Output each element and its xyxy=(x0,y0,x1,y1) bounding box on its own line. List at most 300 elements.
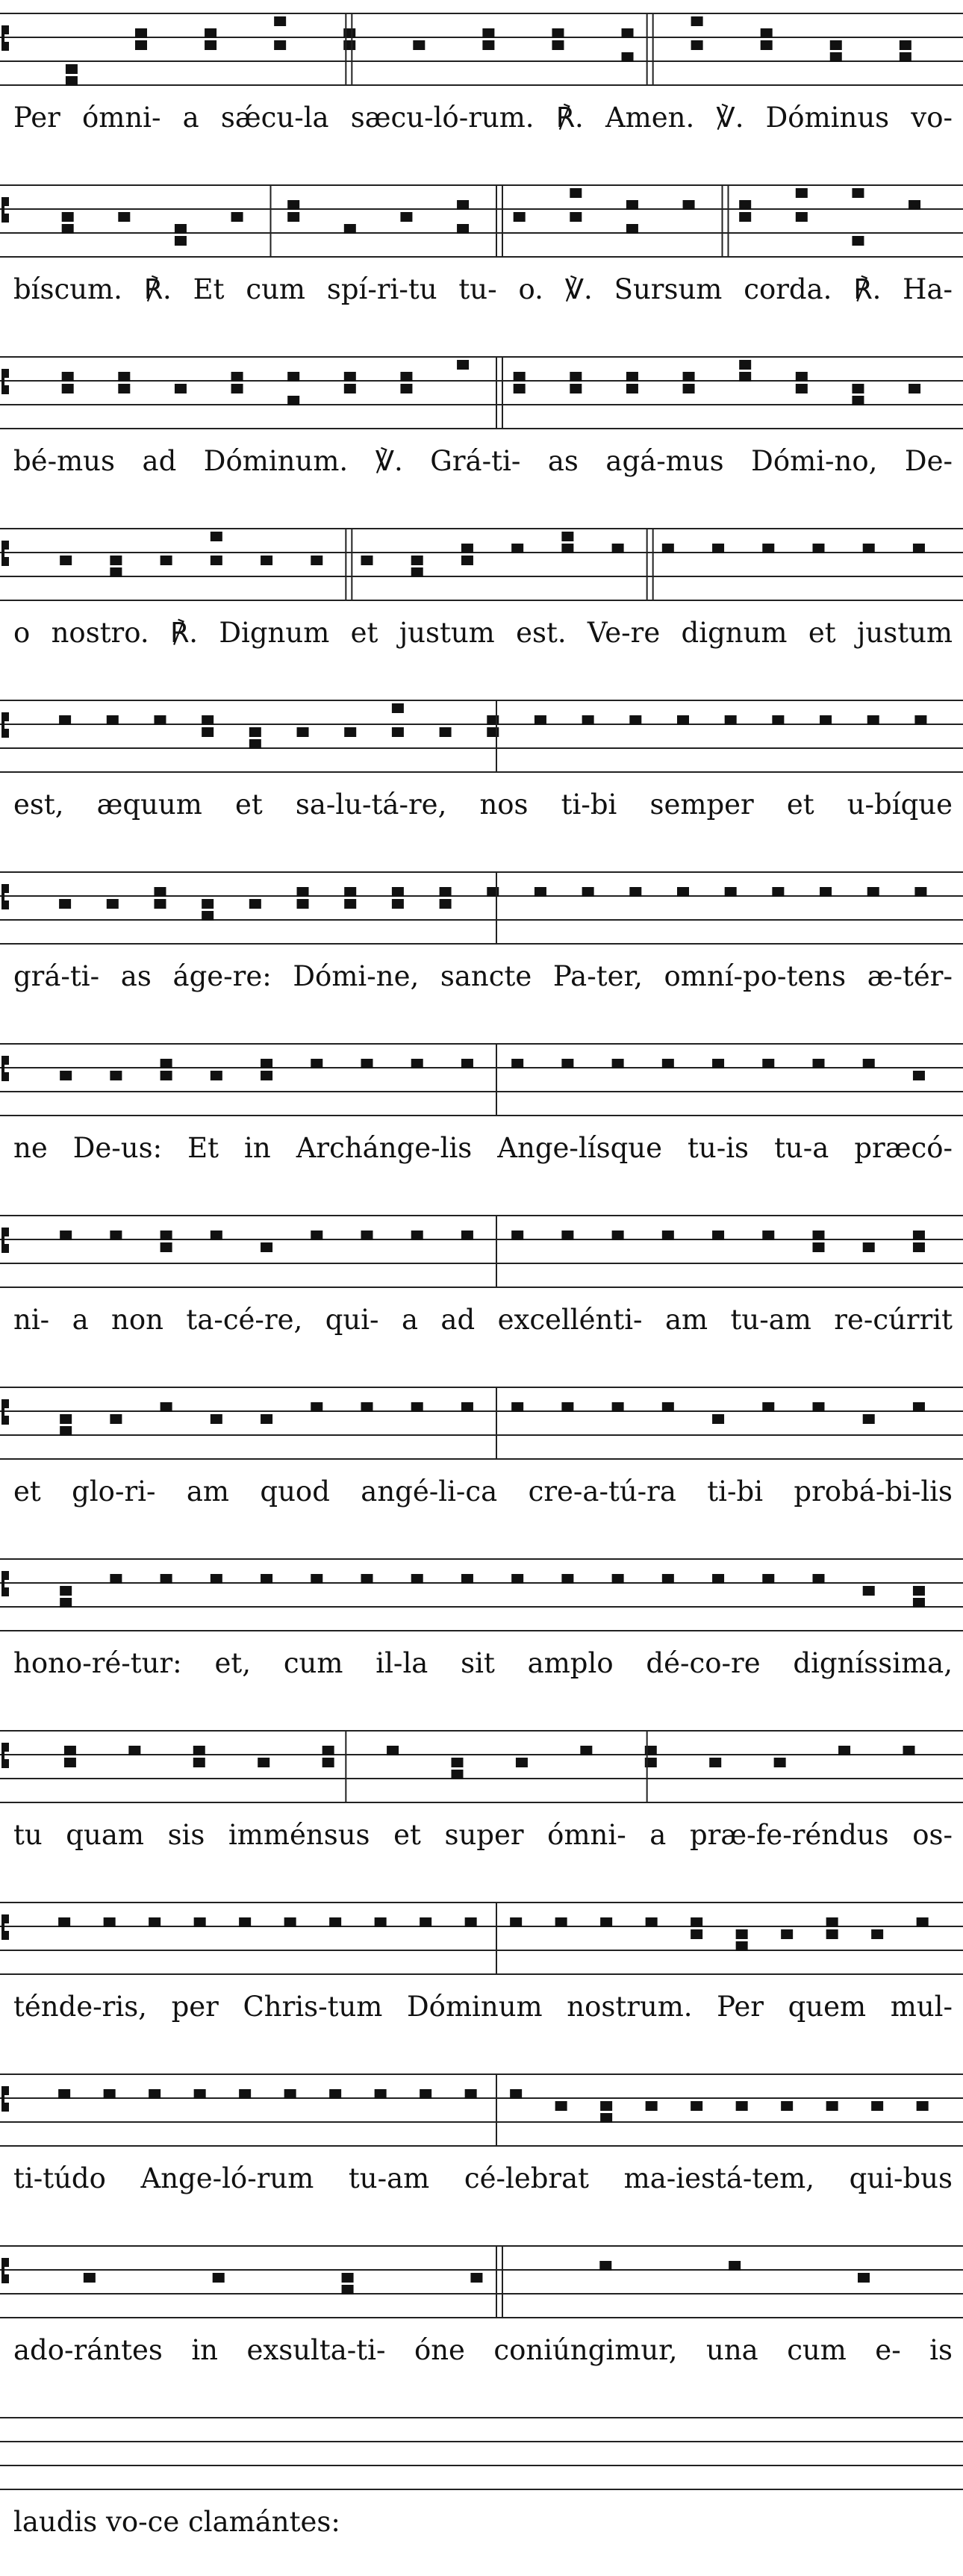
neume-note xyxy=(287,372,299,382)
neume-note xyxy=(781,2101,793,2111)
neume-note xyxy=(400,384,412,393)
neume-note xyxy=(629,715,641,725)
neume-note xyxy=(691,16,703,26)
neume-note xyxy=(582,887,594,897)
neume-note xyxy=(440,887,452,897)
neume-note xyxy=(231,384,243,393)
neume-note xyxy=(361,556,373,565)
neume-note xyxy=(612,1231,624,1240)
staff xyxy=(0,172,963,261)
neume-note xyxy=(322,1746,334,1755)
neume-note xyxy=(411,1059,423,1068)
neume-note xyxy=(284,2089,296,2099)
neume-note xyxy=(535,715,546,725)
neume-note xyxy=(852,236,864,246)
neume-note xyxy=(118,372,130,382)
neume-note xyxy=(211,556,222,565)
neume-note xyxy=(400,372,412,382)
neume-note xyxy=(813,1231,825,1240)
neume-note xyxy=(193,1746,205,1755)
neume-note xyxy=(361,1574,373,1584)
neume-note xyxy=(160,1071,172,1080)
neume-note xyxy=(344,899,356,909)
neume-note xyxy=(311,1059,322,1068)
neume-note xyxy=(297,727,309,737)
neume-note xyxy=(691,2101,702,2111)
neume-note xyxy=(420,2089,431,2099)
neume-note xyxy=(736,1941,748,1951)
lyric-line: ni- a non ta-cé-re, qui- a ad excellénti- am tu-am re-cúrrit xyxy=(13,1304,953,1336)
neume-note xyxy=(62,212,74,222)
neume-note xyxy=(457,224,469,234)
neume-note xyxy=(582,715,594,725)
neume-note xyxy=(712,544,724,553)
neume-note xyxy=(909,384,920,393)
neume-note xyxy=(202,899,214,909)
neume-note xyxy=(118,212,130,222)
neume-note xyxy=(813,1242,825,1252)
neume-note xyxy=(511,1231,523,1240)
neume-note xyxy=(561,1059,573,1068)
neume-note xyxy=(762,544,774,553)
neume-note xyxy=(796,212,808,222)
staff xyxy=(0,687,963,777)
chant-system xyxy=(0,515,963,687)
neume-note xyxy=(249,899,261,909)
neume-note xyxy=(858,2273,870,2283)
neume-note xyxy=(612,1574,624,1584)
neume-note xyxy=(202,727,214,737)
neume-note xyxy=(211,532,222,541)
neume-note xyxy=(762,1574,774,1584)
neume-note xyxy=(64,1758,76,1767)
neume-note xyxy=(287,212,299,222)
neume-note xyxy=(239,2089,251,2099)
neume-note xyxy=(813,1402,825,1412)
neume-note xyxy=(104,1917,116,1927)
neume-note xyxy=(570,372,582,382)
neume-note xyxy=(772,715,784,725)
neume-note xyxy=(662,544,674,553)
neume-note xyxy=(160,1231,172,1240)
neume-note xyxy=(852,188,864,198)
neume-note xyxy=(202,715,214,725)
neume-note xyxy=(461,556,473,565)
neume-note xyxy=(709,1758,721,1767)
neume-note xyxy=(104,2089,116,2099)
neume-note xyxy=(274,16,286,26)
staff xyxy=(0,2061,963,2150)
neume-note xyxy=(110,567,122,577)
neume-note xyxy=(361,1402,373,1412)
neume-note xyxy=(863,1059,875,1068)
neume-note xyxy=(482,40,494,50)
neume-note xyxy=(570,384,582,393)
neume-note xyxy=(796,372,808,382)
neume-note xyxy=(461,1574,473,1584)
neume-note xyxy=(107,899,119,909)
neume-note xyxy=(600,1917,612,1927)
neume-note xyxy=(913,1586,925,1596)
lyric-line: ténde-ris, per Chris-tum Dóminum nostrum. Per quem mul- xyxy=(13,1991,953,2023)
lyric-line: hono-ré-tur: et, cum il-la sit amplo dé-co-re digníssima, xyxy=(13,1647,953,1679)
neume-note xyxy=(852,396,864,405)
staff xyxy=(0,1374,963,1463)
neume-note xyxy=(344,224,356,234)
neume-note xyxy=(311,1231,322,1240)
chant-system xyxy=(0,1546,963,1717)
neume-note xyxy=(452,1770,464,1779)
staff xyxy=(0,859,963,948)
neume-note xyxy=(194,2089,206,2099)
neume-note xyxy=(160,1059,172,1068)
neume-note xyxy=(465,2089,477,2099)
neume-note xyxy=(761,28,773,38)
neume-note xyxy=(852,384,864,393)
neume-note xyxy=(261,1414,272,1424)
neume-note xyxy=(570,188,582,198)
neume-note xyxy=(297,887,309,897)
neume-note xyxy=(58,2089,70,2099)
neume-note xyxy=(175,236,187,246)
neume-note xyxy=(375,2089,387,2099)
neume-note xyxy=(662,1059,674,1068)
neume-note xyxy=(231,372,243,382)
staff xyxy=(0,0,963,90)
neume-note xyxy=(646,1917,658,1927)
neume-note xyxy=(555,2101,567,2111)
neume-note xyxy=(909,200,920,210)
neume-note xyxy=(342,2285,354,2295)
staff xyxy=(0,1546,963,1635)
neume-note xyxy=(411,556,423,565)
neume-note xyxy=(600,2101,612,2111)
neume-note xyxy=(205,40,216,50)
neume-note xyxy=(677,887,689,897)
neume-note xyxy=(511,1574,523,1584)
neume-note xyxy=(361,1231,373,1240)
neume-note xyxy=(600,2113,612,2123)
neume-note xyxy=(683,372,695,382)
neume-note xyxy=(796,384,808,393)
neume-note xyxy=(392,727,404,737)
neume-note xyxy=(626,224,638,234)
neume-note xyxy=(511,544,523,553)
neume-note xyxy=(871,1929,883,1939)
chant-system xyxy=(0,859,963,1030)
neume-note xyxy=(612,1059,624,1068)
neume-note xyxy=(387,1746,399,1755)
neume-note xyxy=(612,1402,624,1412)
neume-note xyxy=(626,372,638,382)
neume-note xyxy=(107,715,119,725)
neume-note xyxy=(900,40,911,50)
neume-note xyxy=(175,384,187,393)
neume-note xyxy=(820,715,832,725)
chant-system xyxy=(0,1717,963,1889)
neume-note xyxy=(311,556,322,565)
neume-note xyxy=(813,1059,825,1068)
neume-note xyxy=(175,224,187,234)
neume-note xyxy=(62,224,74,234)
neume-note xyxy=(561,1231,573,1240)
neume-note xyxy=(392,899,404,909)
neume-note xyxy=(712,1574,724,1584)
neume-note xyxy=(261,1071,272,1080)
neume-note xyxy=(287,200,299,210)
lyric-line: Per ómni- a sǽcu-la sæcu-ló-rum. ℟. Amen. ℣. Dóminus vo- xyxy=(13,102,953,134)
lyric-line: et glo-ri- am quod angé-li-ca cre-a-tú-ra ti-bi probá-bi-lis xyxy=(13,1475,953,1508)
neume-note xyxy=(622,52,634,62)
neume-note xyxy=(249,739,261,749)
neume-note xyxy=(60,1414,72,1424)
neume-note xyxy=(683,384,695,393)
neume-note xyxy=(830,40,842,50)
neume-note xyxy=(863,1414,875,1424)
neume-note xyxy=(599,2261,611,2271)
neume-note xyxy=(863,544,875,553)
neume-note xyxy=(261,1574,272,1584)
neume-note xyxy=(461,1231,473,1240)
chant-system xyxy=(0,687,963,859)
neume-note xyxy=(202,911,214,921)
neume-note xyxy=(60,1586,72,1596)
neume-note xyxy=(781,1929,793,1939)
neume-note xyxy=(813,1574,825,1584)
neume-note xyxy=(913,544,925,553)
chant-system xyxy=(0,0,963,172)
neume-note xyxy=(66,64,78,74)
neume-note xyxy=(900,52,911,62)
neume-note xyxy=(297,899,309,909)
neume-note xyxy=(729,2261,741,2271)
neume-note xyxy=(725,887,737,897)
neume-note xyxy=(913,1071,925,1080)
neume-note xyxy=(375,1917,387,1927)
chant-system xyxy=(0,343,963,515)
neume-note xyxy=(110,1071,122,1080)
neume-note xyxy=(725,715,737,725)
chant-system xyxy=(0,1202,963,1374)
neume-note xyxy=(867,887,879,897)
lyric-line: bíscum. ℟. Et cum spí-ri-tu tu- o. ℣. Sursum corda. ℟. Ha- xyxy=(13,273,953,305)
neume-note xyxy=(646,2101,658,2111)
staff xyxy=(0,1202,963,1292)
neume-note xyxy=(60,1071,72,1080)
neume-note xyxy=(311,1402,322,1412)
staff xyxy=(0,343,963,433)
neume-note xyxy=(913,1598,925,1608)
neume-note xyxy=(287,396,299,405)
neume-note xyxy=(774,1758,786,1767)
neume-note xyxy=(739,372,751,382)
neume-note xyxy=(160,1242,172,1252)
neume-note xyxy=(552,28,564,38)
neume-note xyxy=(813,544,825,553)
neume-note xyxy=(626,200,638,210)
neume-note xyxy=(59,899,71,909)
neume-note xyxy=(322,1758,334,1767)
lyric-line: laudis vo-ce clamántes: xyxy=(13,2506,340,2538)
lyric-line: o nostro. ℟. Dignum et justum est. Ve-re dignum et justum xyxy=(13,617,953,649)
neume-note xyxy=(344,887,356,897)
neume-note xyxy=(154,715,166,725)
neume-note xyxy=(514,372,526,382)
neume-note xyxy=(342,2273,354,2283)
neume-note xyxy=(917,1917,929,1927)
neume-note xyxy=(712,1414,724,1424)
neume-note xyxy=(413,40,425,50)
neume-note xyxy=(914,715,926,725)
neume-note xyxy=(796,188,808,198)
neume-note xyxy=(903,1746,915,1755)
neume-note xyxy=(361,1059,373,1068)
neume-note xyxy=(470,2273,482,2283)
neume-note xyxy=(555,1917,567,1927)
neume-note xyxy=(561,1574,573,1584)
neume-note xyxy=(231,212,243,222)
neume-note xyxy=(867,715,879,725)
neume-note xyxy=(736,1929,748,1939)
neume-note xyxy=(118,384,130,393)
neume-note xyxy=(84,2273,96,2283)
chant-system xyxy=(0,2404,963,2576)
staff xyxy=(0,515,963,605)
neume-note xyxy=(913,1231,925,1240)
neume-note xyxy=(461,1059,473,1068)
neume-note xyxy=(712,1231,724,1240)
neume-note xyxy=(662,1574,674,1584)
neume-note xyxy=(149,2089,160,2099)
neume-note xyxy=(917,2101,929,2111)
neume-note xyxy=(561,544,573,553)
neume-note xyxy=(160,556,172,565)
staff xyxy=(0,1030,963,1120)
neume-note xyxy=(461,1402,473,1412)
neume-note xyxy=(838,1746,850,1755)
chant-system xyxy=(0,1374,963,1546)
neume-note xyxy=(580,1746,592,1755)
lyric-line: tu quam sis imménsus et super ómni- a præ-fe-réndus os- xyxy=(13,1819,953,1851)
neume-note xyxy=(400,212,412,222)
neume-note xyxy=(739,360,751,370)
neume-note xyxy=(411,1231,423,1240)
neume-note xyxy=(128,1746,140,1755)
neume-note xyxy=(110,1414,122,1424)
neume-note xyxy=(205,28,216,38)
neume-note xyxy=(411,567,423,577)
neume-note xyxy=(239,1917,251,1927)
neume-note xyxy=(135,28,147,38)
neume-note xyxy=(622,28,634,38)
neume-note xyxy=(552,40,564,50)
neume-note xyxy=(452,1758,464,1767)
neume-note xyxy=(461,544,473,553)
neume-note xyxy=(913,1242,925,1252)
neume-note xyxy=(58,1917,70,1927)
neume-note xyxy=(826,1929,838,1939)
neume-note xyxy=(772,887,784,897)
neume-note xyxy=(194,1917,206,1927)
neume-note xyxy=(516,1758,528,1767)
neume-note xyxy=(761,40,773,50)
neume-note xyxy=(662,1402,674,1412)
neume-note xyxy=(662,1231,674,1240)
lyric-line: est, æquum et sa-lu-tá-re, nos ti-bi semper et u-bíque xyxy=(13,788,953,821)
neume-note xyxy=(135,40,147,50)
neume-note xyxy=(154,887,166,897)
neume-note xyxy=(211,1231,222,1240)
neume-note xyxy=(258,1758,269,1767)
neume-note xyxy=(691,1929,702,1939)
neume-note xyxy=(60,1231,72,1240)
neume-note xyxy=(160,1402,172,1412)
neume-note xyxy=(249,727,261,737)
neume-note xyxy=(511,1059,523,1068)
neume-note xyxy=(411,1402,423,1412)
staff xyxy=(0,2404,963,2494)
neume-note xyxy=(60,1426,72,1436)
neume-note xyxy=(510,1917,522,1927)
neume-note xyxy=(160,1574,172,1584)
lyric-line: bé-mus ad Dóminum. ℣. Grá-ti- as agá-mus Dómi-no, De- xyxy=(13,445,953,477)
neume-note xyxy=(110,1574,122,1584)
neume-note xyxy=(739,212,751,222)
neume-note xyxy=(211,1574,222,1584)
neume-note xyxy=(311,1574,322,1584)
neume-note xyxy=(914,887,926,897)
neume-note xyxy=(261,1059,272,1068)
chant-system xyxy=(0,1889,963,2061)
neume-note xyxy=(712,1059,724,1068)
neume-note xyxy=(762,1059,774,1068)
neume-note xyxy=(570,212,582,222)
neume-note xyxy=(329,2089,341,2099)
neume-note xyxy=(826,1917,838,1927)
neume-note xyxy=(612,544,624,553)
neume-note xyxy=(762,1231,774,1240)
neume-note xyxy=(514,212,526,222)
neume-note xyxy=(482,28,494,38)
neume-note xyxy=(344,384,356,393)
neume-note xyxy=(154,899,166,909)
neume-note xyxy=(392,887,404,897)
neume-note xyxy=(762,1402,774,1412)
neume-note xyxy=(329,1917,341,1927)
neume-note xyxy=(535,887,546,897)
neume-note xyxy=(626,384,638,393)
neume-note xyxy=(411,1574,423,1584)
lyric-line: grá-ti- as áge-re: Dómi-ne, sancte Pa-ter, omní-po-tens æ-tér- xyxy=(13,960,953,992)
neume-note xyxy=(863,1586,875,1596)
neume-note xyxy=(392,703,404,713)
neume-note xyxy=(739,200,751,210)
neume-note xyxy=(211,1414,222,1424)
neume-note xyxy=(344,727,356,737)
neume-note xyxy=(465,1917,477,1927)
staff xyxy=(0,2233,963,2322)
neume-note xyxy=(420,1917,431,1927)
neume-note xyxy=(691,1917,702,1927)
neume-note xyxy=(863,1242,875,1252)
neume-note xyxy=(261,1242,272,1252)
neume-note xyxy=(736,2101,748,2111)
neume-note xyxy=(440,727,452,737)
neume-note xyxy=(284,1917,296,1927)
neume-note xyxy=(691,40,703,50)
neume-note xyxy=(110,1231,122,1240)
neume-note xyxy=(830,52,842,62)
